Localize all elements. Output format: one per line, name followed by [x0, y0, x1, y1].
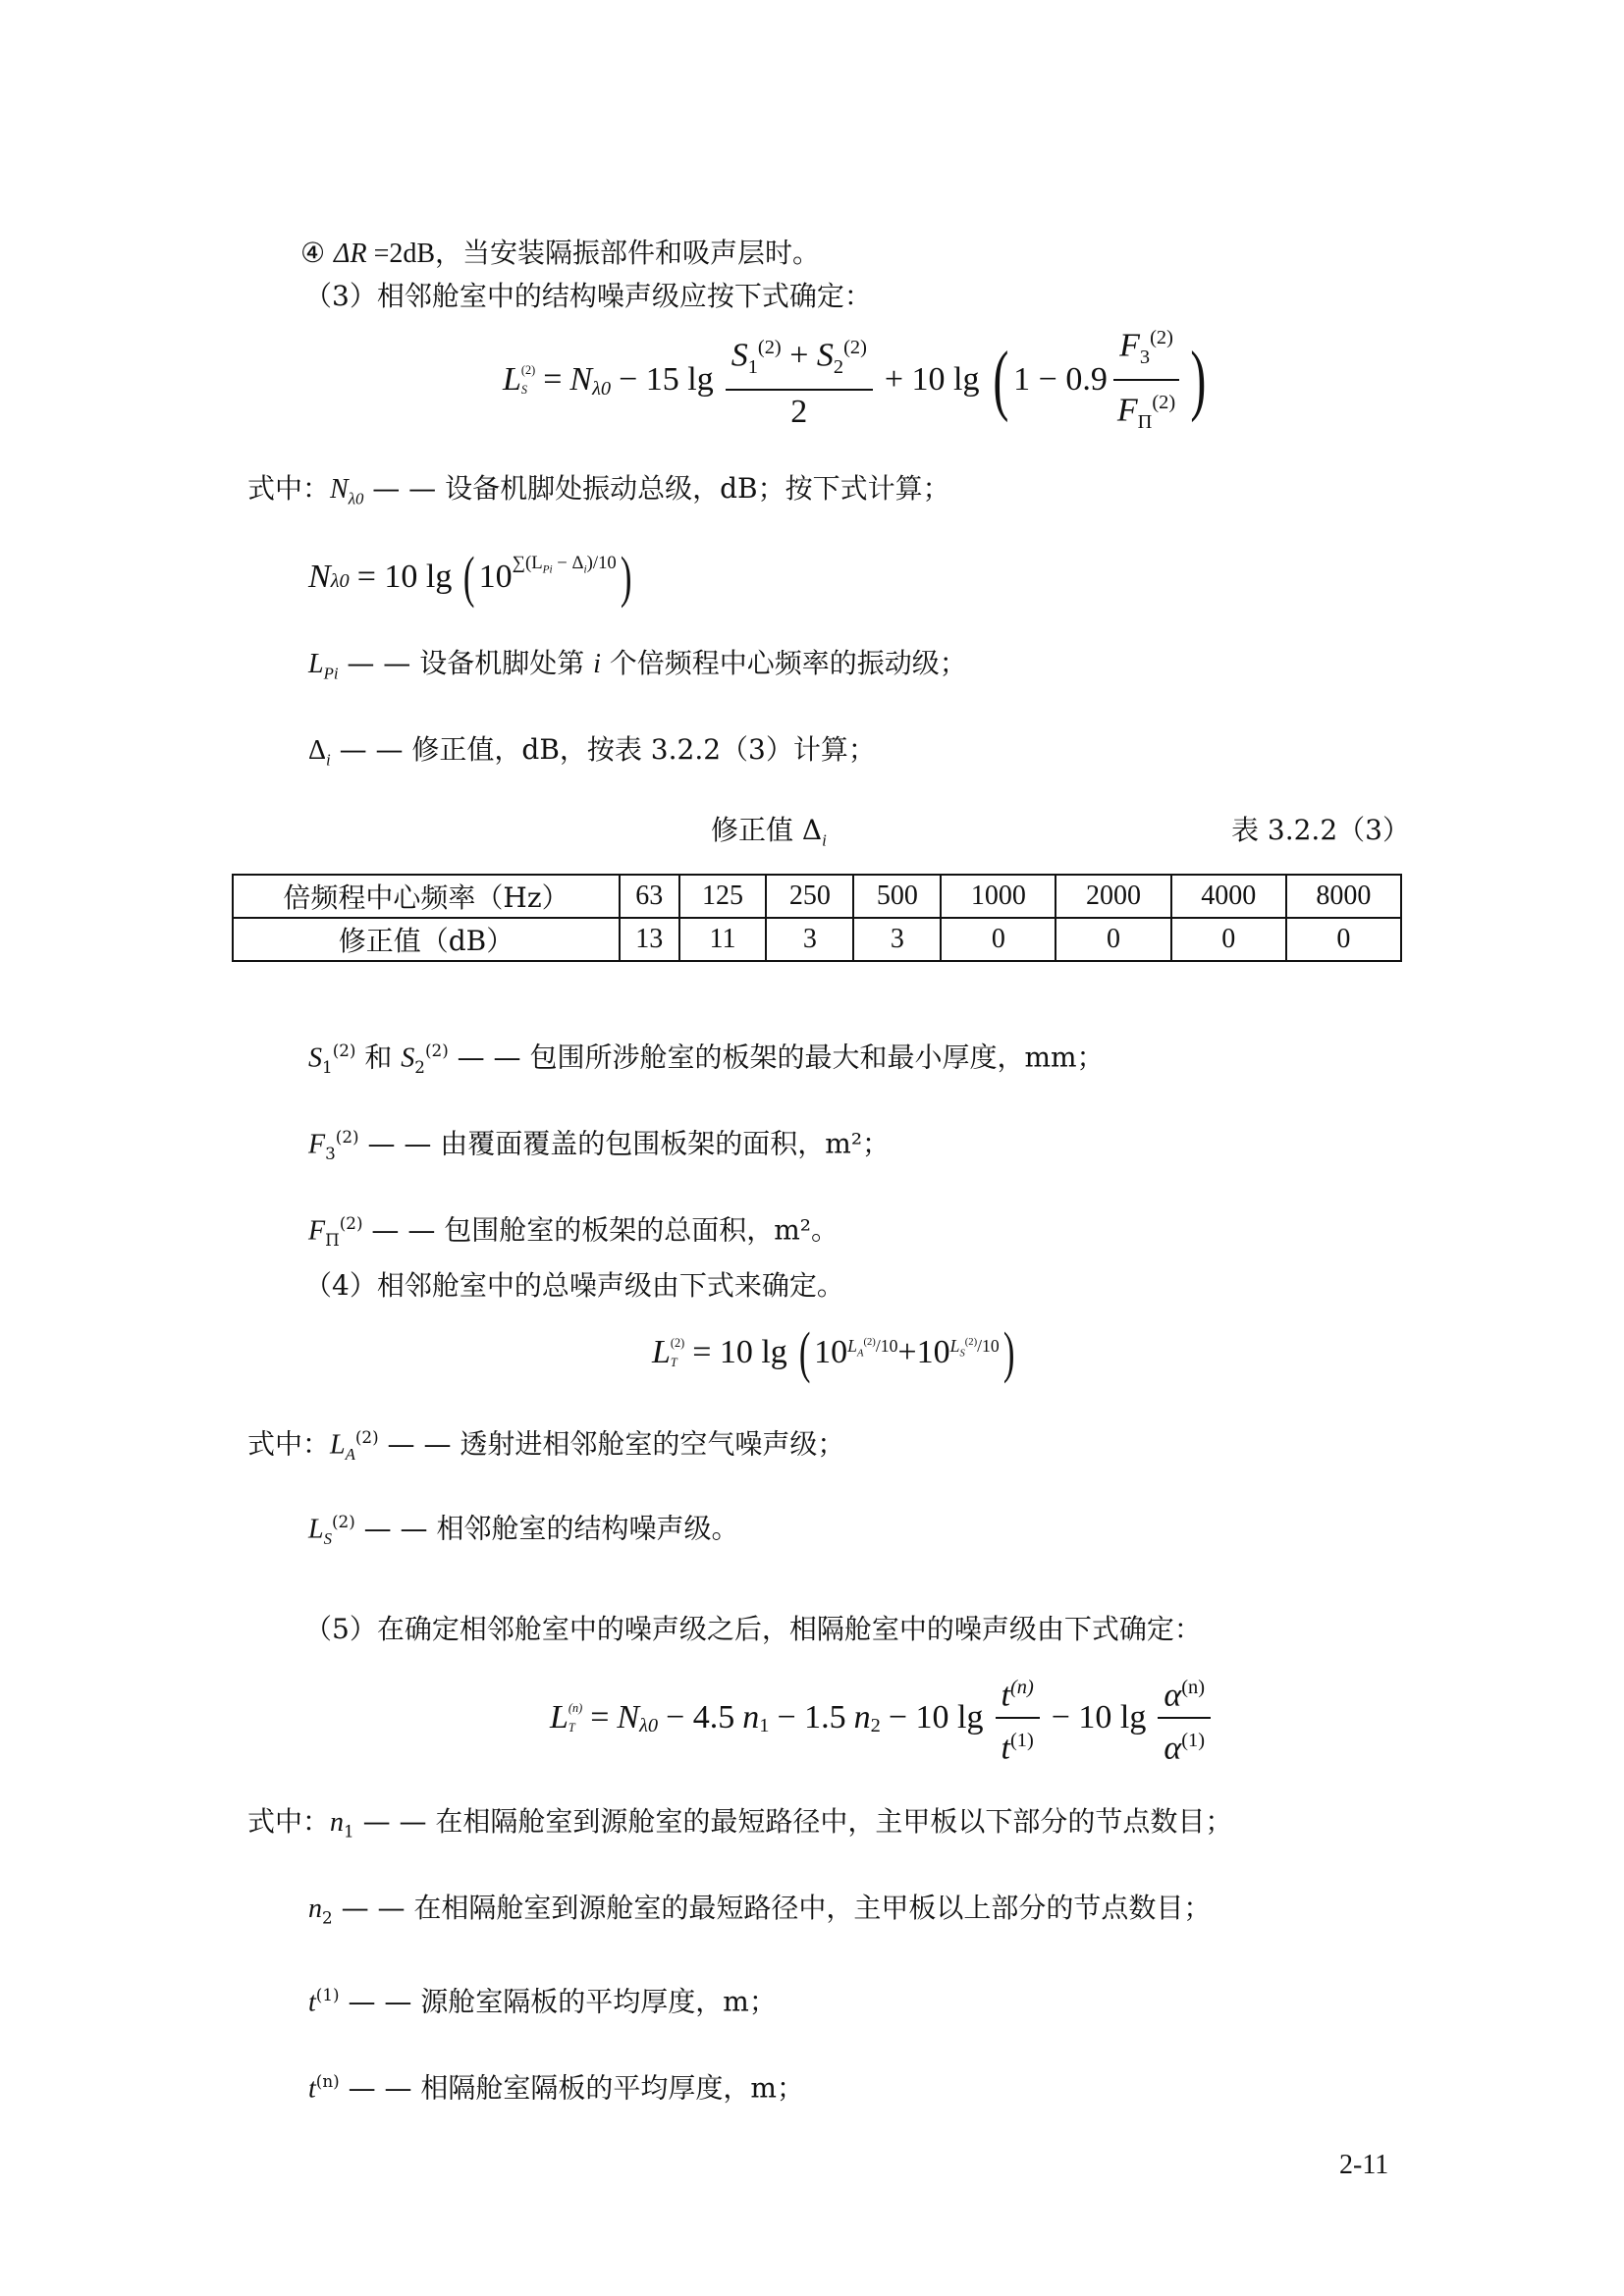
eq3-plus: + [897, 1334, 917, 1370]
tn-symbol: t [308, 2073, 316, 2105]
s2-sup: (2) [424, 1041, 449, 1060]
eq1-fraction-f [1111, 318, 1181, 442]
value-cell: 0 [1286, 918, 1401, 961]
where-n1 [247, 1802, 1232, 1851]
eq2-lhs-sub: λ0 [330, 570, 350, 592]
def-ls [308, 1502, 738, 1559]
t1-sup: (1) [315, 1985, 340, 2004]
eq1-term2: + 10 lg [884, 361, 980, 398]
delta-sub: i [326, 750, 331, 770]
lpi-i: i [593, 649, 601, 679]
n2-symbol: n [308, 1894, 322, 1924]
value-cell: 13 [620, 918, 679, 961]
where3-prefix: 式中： [247, 1427, 331, 1461]
freq-cell: 125 [679, 875, 767, 918]
eq4-fraction-alpha [1158, 1668, 1211, 1769]
eq1-fp-sup: (2) [1152, 392, 1176, 413]
def-tn [308, 2061, 804, 2109]
delta-r-value: =2dB [366, 239, 436, 269]
eq3-lhs: L [652, 1334, 671, 1370]
eq4-n2-sub: 2 [870, 1715, 881, 1736]
eq1-s2-sub: 2 [833, 356, 844, 379]
eq3-t1-l: L [847, 1335, 857, 1356]
ls-sub: S [323, 1528, 332, 1548]
eq1-s2-sup: (2) [843, 336, 867, 358]
eq3-t2-l: L [949, 1335, 960, 1356]
eq4-term1: − 4.5 [666, 1699, 735, 1735]
eq3-lhs-sub: T [670, 1356, 677, 1369]
freq-cell: 2000 [1056, 875, 1170, 918]
table-row-frequency [233, 875, 1401, 918]
f3-sup: (2) [335, 1127, 359, 1147]
eq1-f3-sup: (2) [1150, 326, 1173, 348]
eq4-a1: α [1164, 1730, 1182, 1767]
fp-desc: — — 包围舱室的板架的总面积，m²。 [362, 1213, 839, 1247]
table-caption-sub: i [822, 830, 827, 850]
page-number: 2-11 [1339, 2150, 1389, 2180]
note-text: ，当安装隔振部件和吸声层时。 [435, 237, 821, 269]
freq-cell: 63 [620, 875, 679, 918]
eq4-lhs-sub: T [568, 1721, 575, 1735]
eq3-term1-exp [847, 1323, 897, 1373]
section-3-heading: （3）相邻舱室中的结构噪声级应按下式确定： [304, 280, 872, 312]
fp-sup: (2) [339, 1213, 363, 1233]
eq1-s2: S [816, 337, 834, 374]
eq3-t2-tail: /10 [977, 1335, 1000, 1356]
def-n2 [308, 1889, 1211, 1938]
eq3-lhs-sup: (2) [670, 1336, 685, 1350]
eq3-rhs: = 10 lg [692, 1334, 787, 1370]
correction-table [232, 874, 1402, 962]
freq-cell: 4000 [1171, 875, 1286, 918]
def-lpi [308, 644, 967, 694]
eq2-base: 10 [478, 559, 513, 595]
note-4 [300, 234, 820, 274]
la-sup: (2) [354, 1427, 379, 1447]
eq3-t1-sup: (2) [863, 1337, 876, 1348]
delta-r-symbol: ΔR [334, 239, 367, 269]
f3-symbol: F [308, 1129, 326, 1160]
value-cell: 0 [941, 918, 1056, 961]
table-row-label: 修正值（dB） [233, 918, 620, 961]
def-s [308, 1031, 1105, 1087]
eq3-t2-sub: S [959, 1348, 965, 1360]
freq-cell: 8000 [1286, 875, 1401, 918]
eq1-term1: − 15 lg [619, 361, 714, 398]
eq2-exp-end: )/10 [586, 553, 617, 573]
fp-sub: Π [325, 1229, 340, 1250]
eq1-f3: F [1119, 327, 1140, 364]
n1-desc: — — 在相隔舱室到源舱室的最短路径中，主甲板以下部分的节点数目； [353, 1805, 1233, 1838]
eq4-an-sup: (n) [1181, 1676, 1205, 1698]
eq4-lhs: L [550, 1699, 568, 1735]
n2-desc: — — 在相隔舱室到源舱室的最短路径中，主甲板以上部分的节点数目； [332, 1892, 1212, 1924]
where4-prefix: 式中： [247, 1805, 331, 1838]
eq3-t1-tail: /10 [875, 1335, 898, 1356]
eq2-rhs: = 10 lg [356, 559, 453, 595]
def-fp [308, 1203, 839, 1259]
lpi-symbol: L [308, 649, 324, 679]
value-cell: 0 [1056, 918, 1170, 961]
f3-desc: — — 由覆面覆盖的包围板架的面积，m²； [358, 1127, 891, 1160]
ls-sup: (2) [331, 1512, 355, 1531]
s1-symbol: S [308, 1042, 322, 1074]
table-header-label: 倍频程中心频率（Hz） [233, 875, 620, 918]
eq4-tn: t [1001, 1677, 1010, 1713]
eq2-exponent [513, 544, 617, 590]
n-lambda-sub: λ0 [348, 489, 364, 508]
la-symbol: L [330, 1429, 346, 1461]
eq4-term4: − 10 lg [1051, 1699, 1147, 1735]
eq4-term2: − 1.5 [777, 1699, 846, 1735]
n2-sub: 2 [322, 1907, 333, 1928]
eq2-lhs: N [308, 559, 331, 595]
s-and: 和 [355, 1041, 402, 1074]
eq4-tn-sup: (n) [1009, 1676, 1034, 1698]
s1-sup: (2) [332, 1041, 356, 1060]
eq2-exp-sub: Pi [542, 563, 553, 576]
s2-sub: 2 [414, 1056, 425, 1077]
eq2-exp-tail: − Δ [552, 553, 584, 573]
eq1-fraction-s [726, 328, 873, 432]
eq1-denominator: 2 [790, 394, 808, 431]
circled-number: ④ [300, 237, 326, 269]
eq4-t1-sup: (1) [1009, 1730, 1034, 1751]
eq1-term3: 1 − 0.9 [1013, 361, 1108, 398]
delta-desc: — — 修正值，dB，按表 3.2.2（3）计算； [330, 733, 876, 766]
eq3-term1: 10 [814, 1334, 848, 1370]
eq3-t1-sub: A [856, 1348, 864, 1360]
n1-symbol: n [330, 1807, 345, 1838]
eq1-lhs-sup: (2) [520, 363, 536, 377]
eq1-fp: F [1116, 392, 1138, 429]
s2-symbol: S [401, 1042, 415, 1074]
value-cell: 3 [853, 918, 941, 961]
eq1-fp-sub: Π [1137, 411, 1153, 434]
table-row-correction [233, 918, 1401, 961]
eq1-s1-sub: 1 [747, 356, 758, 379]
lpi-sub: Pi [323, 664, 339, 683]
eq1-lhs-scripts [521, 360, 535, 400]
eq1-f3-sub: 3 [1139, 347, 1151, 368]
eq3-term2: 10 [916, 1334, 950, 1370]
t1-symbol: t [308, 1987, 316, 2018]
ls-desc: — — 相邻舱室的结构噪声级。 [354, 1512, 739, 1545]
eq4-n1-sub: 1 [759, 1715, 770, 1736]
eq1-s1-sup: (2) [757, 336, 782, 358]
eq1-n: N [569, 361, 593, 398]
eq4-n1: n [742, 1699, 760, 1735]
eq4-n: N [617, 1699, 640, 1735]
table-caption [711, 811, 827, 861]
freq-cell: 500 [853, 875, 941, 918]
equation-structural-noise: L (2) S = N $_{\lambda 0}$ − 15 lg $\frac{S_1^{(2)} + S_2^{(2)}}{2}$ + 10 lg ( 1 − 0.9 $\frac{F_3^{(2)}}{F_\Pi^{(2)}}$ ) [503, 326, 1212, 434]
eq3-term2-exp [950, 1323, 1000, 1373]
n-lambda-symbol: N [330, 474, 349, 505]
eq4-an: α [1164, 1677, 1182, 1713]
s-desc: — — 包围所涉舱室的板架的最大和最小厚度，mm； [448, 1041, 1105, 1074]
eq3-lhs-scripts [671, 1333, 684, 1372]
la-desc: — — 透射进相邻舱室的空气噪声级； [378, 1427, 845, 1461]
where-la [247, 1417, 844, 1474]
freq-cell: 250 [766, 875, 853, 918]
eq1-lhs-sub: S [520, 383, 528, 397]
table-caption-text: 修正值 Δ [711, 814, 823, 846]
equation-total-vibration: N λ0 = 10 lg ( 10 $\sum(L_{Pi} - \Delta_i)/10$ ) [308, 545, 632, 609]
section-4-heading: （4）相邻舱室中的总噪声级由下式来确定。 [304, 1269, 844, 1302]
eq4-n2: n [853, 1699, 871, 1735]
def-f3 [308, 1117, 890, 1173]
equation-separated-noise: L (n) T = N $_{\lambda 0}$ − 4.5 n $_1$ − 1.5 n $_2$ − 10 lg $\frac{t^{(n)}}{t^{(1)}}$ − 10 lg $\frac{\alpha^{(n)}}{\alpha^{(1)}}$ [550, 1669, 1215, 1767]
equation-total-noise: L (2) T = 10 lg ( 10 $L_A^{(2)}/10$ + 10 $L_S^{(2)}/10$ ) [652, 1320, 1015, 1384]
tn-sup: (n) [315, 2071, 340, 2091]
tn-desc: — — 相隔舱室隔板的平均厚度，m； [339, 2071, 804, 2105]
eq4-lhs-sup: (n) [568, 1701, 583, 1715]
eq3-t2-sup: (2) [964, 1337, 978, 1348]
eq1-s1: S [731, 337, 748, 374]
section-5-heading: （5）在确定相邻舱室中的噪声级之后，相隔舱室中的噪声级由下式确定： [304, 1613, 1202, 1645]
ls-symbol: L [308, 1514, 324, 1545]
n-lambda-desc: — — 设备机脚处振动总级，dB；按下式计算； [363, 472, 950, 505]
def-t1 [308, 1975, 777, 2022]
eq4-lhs-scripts [568, 1698, 582, 1737]
freq-cell: 1000 [941, 875, 1056, 918]
eq2-exp: ∑(L [512, 553, 543, 573]
def-delta [308, 730, 876, 780]
t1-desc: — — 源舱室隔板的平均厚度，m； [339, 1985, 777, 2018]
eq4-term3: − 10 lg [888, 1699, 984, 1735]
eq4-a1-sup: (1) [1181, 1730, 1205, 1751]
eq4-n-sub: λ0 [639, 1715, 659, 1736]
eq1-lhs: L [503, 361, 521, 398]
delta-symbol: Δ [308, 735, 327, 766]
s1-sub: 1 [322, 1056, 333, 1077]
where-n-lambda [247, 469, 950, 519]
f3-sub: 3 [325, 1143, 336, 1163]
eq2-exp-tail-sub: i [583, 563, 587, 576]
lpi-desc1: — — 设备机脚处第 [338, 647, 594, 679]
value-cell: 0 [1171, 918, 1286, 961]
where-prefix: 式中： [247, 472, 331, 505]
table-number: 表 3.2.2（3） [1231, 814, 1410, 846]
lpi-desc2: 个倍频程中心频率的振动级； [600, 647, 967, 679]
value-cell: 11 [679, 918, 767, 961]
eq4-fraction-t [996, 1668, 1040, 1769]
la-sub: A [345, 1444, 355, 1464]
n1-sub: 1 [344, 1821, 354, 1842]
eq1-n-sub: λ0 [592, 378, 612, 400]
eq1-plus: + [781, 337, 817, 374]
value-cell: 3 [766, 918, 853, 961]
fp-symbol: F [308, 1215, 326, 1247]
eq4-t1: t [1001, 1730, 1010, 1767]
